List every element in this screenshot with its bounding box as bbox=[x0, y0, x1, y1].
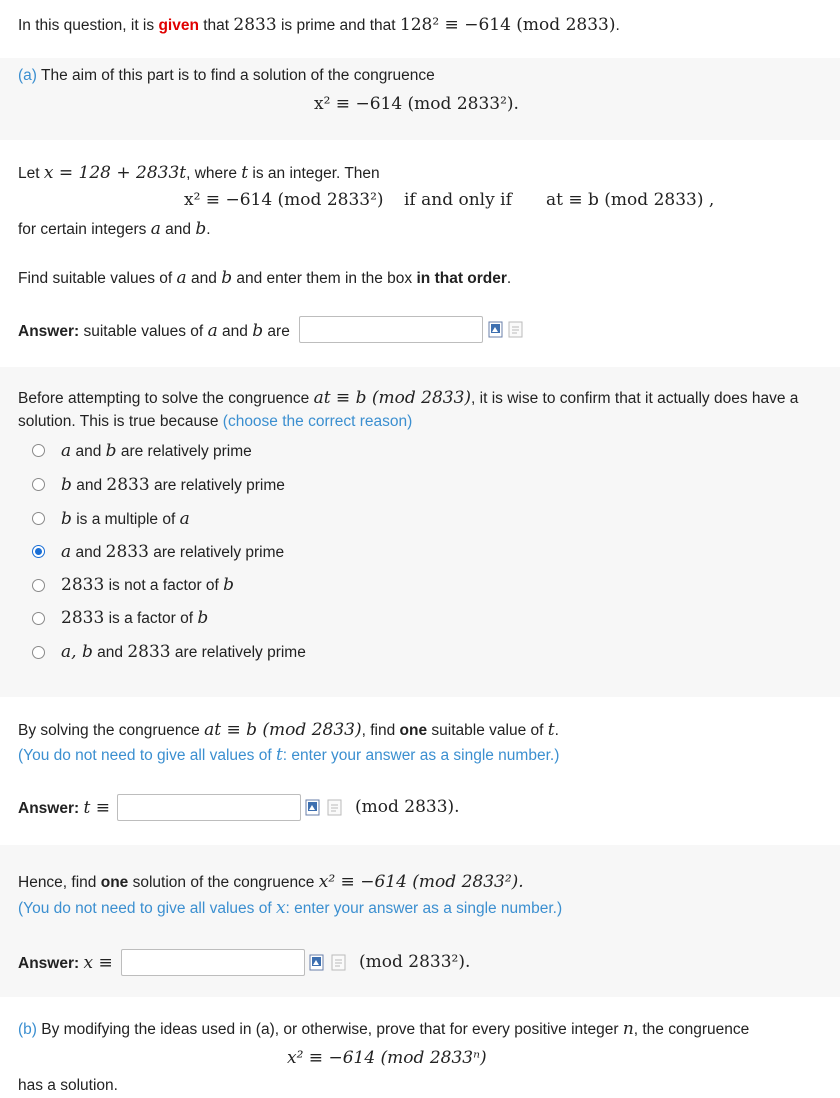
reason-option-radio-selected[interactable] bbox=[32, 545, 45, 558]
reason-option-label: b is a multiple of a bbox=[61, 509, 190, 529]
intro-congruence: 128² ≡ −614 (mod 2833) bbox=[399, 15, 616, 35]
equiv-right: at ≡ b (mod 2833) , bbox=[546, 190, 715, 210]
iff-text: if and only if bbox=[404, 190, 512, 210]
reason-congruence: at ≡ b (mod 2833) bbox=[313, 388, 472, 408]
reason-hint: (choose the correct reason) bbox=[222, 413, 413, 430]
let-line: Let x = 128 + 2833t, where t is an integer. Then bbox=[18, 163, 380, 183]
reason-option-label: a and 2833 are relatively prime bbox=[61, 542, 285, 562]
let-equation: x = 128 + 2833t bbox=[43, 163, 187, 183]
reason-option-radio[interactable] bbox=[32, 444, 45, 457]
part-b-congruence: x² ≡ −614 (mod 2833ⁿ) bbox=[287, 1048, 487, 1068]
preview-icon[interactable] bbox=[305, 799, 320, 816]
solve-t-instruction: By solving the congruence at ≡ b (mod 2833), find one suitable value of t. bbox=[18, 720, 559, 740]
reason-option-radio[interactable] bbox=[32, 579, 45, 592]
find-ab-instruction: Find suitable values of a and b and enter them in the box in that order. bbox=[18, 268, 512, 288]
solve-x-section: Hence, find one solution of the congruence x² ≡ −614 (mod 2833²). (You do not need to give all values of x: enter your answer as a single number.) Answer: x ≡ (mod 2833²). bbox=[0, 845, 840, 997]
solve-x-hint: (You do not need to give all values of x: enter your answer as a single number.) bbox=[18, 898, 563, 918]
equiv-left: x² ≡ −614 (mod 2833²) bbox=[184, 190, 384, 210]
intro-prefix: In this question, it is bbox=[18, 17, 155, 34]
reason-option-radio[interactable] bbox=[32, 646, 45, 659]
equivalence-line bbox=[184, 190, 384, 210]
ab-answer-input[interactable] bbox=[299, 316, 483, 343]
syntax-help-icon[interactable] bbox=[508, 321, 523, 338]
part-b-statement: (b) By modifying the ideas used in (a), or otherwise, prove that for every positive integer n, the congruence bbox=[18, 1019, 750, 1039]
solve-t-hint: (You do not need to give all values of t: enter your answer as a single number.) bbox=[18, 745, 560, 765]
intro-is-prime: is prime and that bbox=[280, 17, 396, 34]
syntax-help-icon[interactable] bbox=[331, 954, 346, 971]
intro-middle: that bbox=[203, 17, 230, 34]
reason-section: Before attempting to solve the congruence at ≡ b (mod 2833), it is wise to confirm that it actually does have a solution. This is true because (choose the correct reason) a and b are relatively prime b and 2833 are relatively prime b is a multiple of a a and 2833 are relatively prime 2833 is not a factor of b 2833 is a factor of b a, b and 2833 are relatively prime bbox=[0, 367, 840, 697]
reason-option-label: 2833 is a factor of b bbox=[61, 608, 209, 628]
intro-given: given bbox=[158, 17, 199, 34]
reason-option-label: a, b and 2833 are relatively prime bbox=[61, 642, 306, 662]
preview-icon[interactable] bbox=[488, 321, 503, 338]
part-a-aim: The aim of this part is to find a solution of the congruence bbox=[40, 67, 435, 84]
x-mod-label: (mod 2833²). bbox=[359, 952, 471, 972]
preview-icon[interactable] bbox=[309, 954, 324, 971]
ab-answer-label: Answer: suitable values of a and b are bbox=[18, 321, 290, 341]
x-answer-input[interactable] bbox=[121, 949, 305, 976]
for-certain-line: for certain integers a and b. bbox=[18, 219, 211, 239]
part-a-label: (a) bbox=[18, 67, 37, 84]
part-a-congruence: x² ≡ −614 (mod 2833²). bbox=[314, 94, 519, 114]
reason-option-radio[interactable] bbox=[32, 512, 45, 525]
part-b-conclusion: has a solution. bbox=[18, 1077, 118, 1094]
t-mod-label: (mod 2833). bbox=[355, 797, 460, 817]
reason-option-radio[interactable] bbox=[32, 612, 45, 625]
part-a-aim-section bbox=[0, 58, 840, 140]
part-b-label: (b) bbox=[18, 1021, 37, 1038]
solve-x-congruence: x² ≡ −614 (mod 2833²). bbox=[318, 872, 524, 892]
intro-prime: 2833 bbox=[233, 15, 277, 35]
reason-option-radio[interactable] bbox=[32, 478, 45, 491]
syntax-help-icon[interactable] bbox=[327, 799, 342, 816]
t-answer-input[interactable] bbox=[117, 794, 301, 821]
t-answer-label: Answer: t ≡ bbox=[18, 798, 110, 818]
reason-option-label: 2833 is not a factor of b bbox=[61, 575, 235, 595]
intro-line: In this question, it is given that 2833 is prime and that 128² ≡ −614 (mod 2833). bbox=[18, 15, 620, 35]
reason-option-label: a and b are relatively prime bbox=[61, 441, 252, 461]
x-answer-label: Answer: x ≡ bbox=[18, 953, 113, 973]
reason-option-label: b and 2833 are relatively prime bbox=[61, 475, 285, 495]
